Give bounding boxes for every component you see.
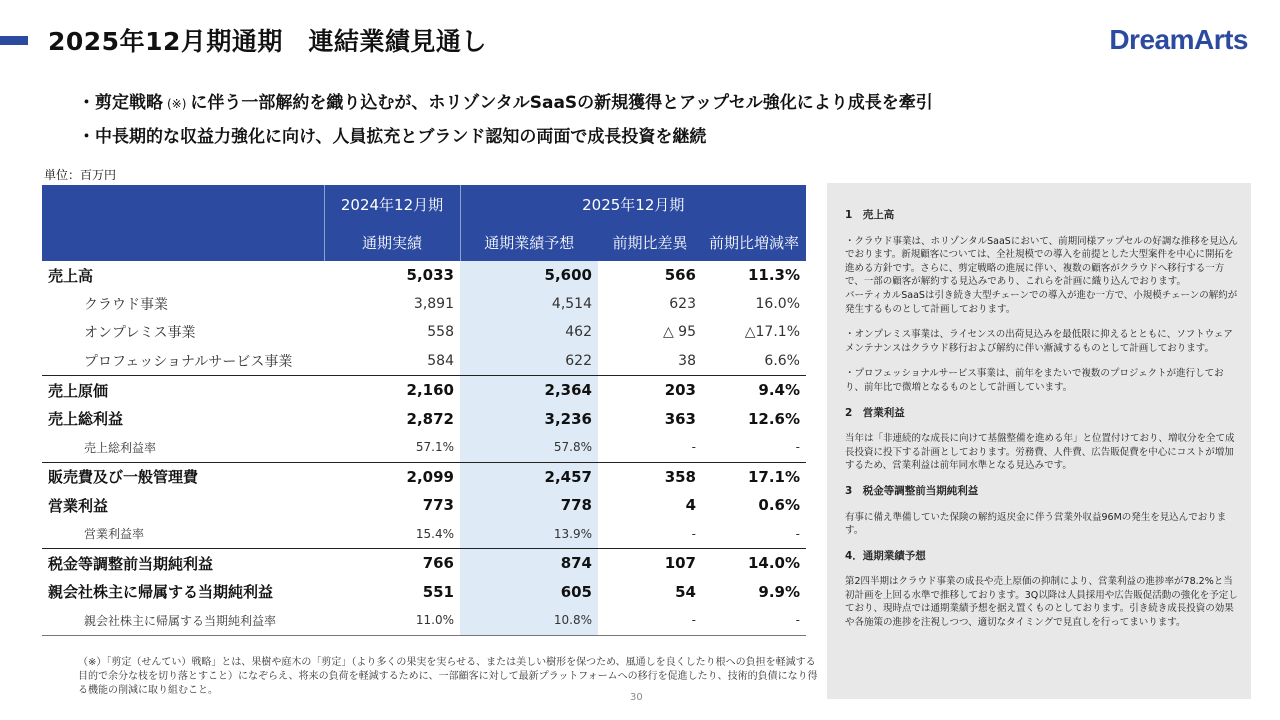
table-row xyxy=(42,261,806,290)
table-row xyxy=(42,405,806,434)
header-fy2024: 2024年12月期 xyxy=(324,185,460,223)
forecast-value: 3,236 xyxy=(460,405,598,434)
actual-value: 11.0% xyxy=(324,606,460,635)
row-label: 親会社株主に帰属する当期純利益 xyxy=(48,583,274,602)
row-label: 売上総利益 xyxy=(48,410,124,429)
table-row xyxy=(42,578,806,607)
forecast-value: 778 xyxy=(460,491,598,520)
diff-value: 623 xyxy=(669,295,696,312)
diff-value: 203 xyxy=(598,376,702,405)
rate-value: 11.3% xyxy=(747,266,800,285)
forecast-value: 5,600 xyxy=(460,261,598,290)
section-paragraph: 有事に備え準備していた保険の解約返戻金に伴う営業外収益96Mの発生を見込んでおります。 xyxy=(845,511,1227,537)
diff-value: - xyxy=(691,440,696,455)
rate-value: 9.4% xyxy=(702,376,806,405)
forecast-value: 462 xyxy=(460,318,598,347)
commentary-panel xyxy=(827,183,1251,699)
table-row xyxy=(42,318,806,347)
actual-value: 15.4% xyxy=(415,526,454,541)
diff-value: △ 95 xyxy=(662,324,696,341)
row-label: オンプレミス事業 xyxy=(84,325,196,342)
row-label: クラウド事業 xyxy=(84,296,168,313)
title-accent-bar xyxy=(0,36,28,45)
table-row xyxy=(42,376,806,405)
rate-value: 6.6% xyxy=(764,352,800,369)
header-actual: 通期実績 xyxy=(324,223,460,261)
table-row xyxy=(42,290,806,319)
row-label: 売上原価 xyxy=(42,376,324,405)
row-label: 税金等調整前当期純利益 xyxy=(42,549,324,578)
section-paragraph: バーティカルSaaSは引き続き大型チェーンでの導入が進む一方で、小規模チェーンの解約が発生するものとして計画しております。 xyxy=(845,289,1238,315)
diff-value: 358 xyxy=(598,462,702,491)
table-row xyxy=(42,433,806,462)
row-label: 販売費及び一般管理費 xyxy=(42,462,324,491)
bullet-text: ・中長期的な収益力強化に向け、人員拡充とブランド認知の両面で成長投資を継続 xyxy=(78,127,707,147)
diff-value: 38 xyxy=(678,352,696,369)
actual-value: 5,033 xyxy=(406,266,454,285)
diff-value: - xyxy=(691,526,696,541)
company-logo: DreamArts xyxy=(1109,24,1248,55)
actual-value: 766 xyxy=(324,549,460,578)
footnote-mark: (※) xyxy=(167,97,187,111)
section-paragraph: 当年は「非連続的な成長に向けて基盤整備を進める年」と位置付けており、増収分を全て成長投資に投下する計画としております。労務費、人件費、広告販促費を中心にコストが増加するため、営業利益は前年同水準となる見込みです。 xyxy=(845,433,1235,472)
actual-value: 2,099 xyxy=(324,462,460,491)
rate-value: 9.9% xyxy=(758,582,800,601)
forecast-value: 57.8% xyxy=(460,433,598,462)
forecast-table xyxy=(42,185,806,636)
row-label: 売上総利益率 xyxy=(84,440,157,455)
diff-value: 4 xyxy=(685,496,696,515)
actual-value: 3,891 xyxy=(413,295,454,312)
forecast-value: 605 xyxy=(460,578,598,607)
table-row xyxy=(42,347,806,376)
rate-value: - xyxy=(795,526,800,541)
actual-value: 584 xyxy=(427,352,454,369)
section-heading: 1 売上高 xyxy=(845,209,895,221)
table-row xyxy=(42,520,806,549)
section-paragraph: ・クラウド事業は、ホリゾンタルSaaSにおいて、前期同様アップセルの好調な推移を見込んでおります。新規顧客については、全社規模での導入を前提とした大型案件を中心に開拓を進める方針です。さらに、剪定戦略の進展に伴い、複数の顧客がクラウドへ移行する一方で、一部の顧客が解約する見込みであり、これらを計画に織り込んでおります。 xyxy=(845,235,1238,288)
forecast-value: 2,457 xyxy=(460,462,598,491)
rate-value: 16.0% xyxy=(755,295,800,312)
table-row xyxy=(42,462,806,491)
forecast-value: 13.9% xyxy=(460,520,598,549)
header-rate: 前期比増減率 xyxy=(702,223,806,261)
rate-value: 14.0% xyxy=(702,549,806,578)
actual-value: 57.1% xyxy=(415,440,454,455)
unit-label: 単位：百万円 xyxy=(44,168,117,182)
actual-value: 773 xyxy=(422,496,454,515)
table-row xyxy=(42,549,806,578)
row-label: プロフェッショナルサービス事業 xyxy=(84,353,293,370)
diff-value: - xyxy=(598,606,702,635)
section-heading: 2 営業利益 xyxy=(845,406,905,419)
row-label: 営業利益 xyxy=(48,496,109,515)
diff-value: 566 xyxy=(664,266,696,285)
row-label: 営業利益率 xyxy=(84,527,145,542)
row-label: 親会社株主に帰属する当期純利益率 xyxy=(42,606,324,635)
diff-value: 363 xyxy=(664,409,696,428)
actual-value: 551 xyxy=(422,582,454,601)
diff-value: 54 xyxy=(675,582,696,601)
actual-value: 2,160 xyxy=(324,376,460,405)
forecast-value: 2,364 xyxy=(460,376,598,405)
rate-value: 0.6% xyxy=(758,496,800,515)
summary-bullets xyxy=(78,88,933,156)
row-label: 売上高 xyxy=(48,266,94,285)
summary-bullet xyxy=(78,122,933,156)
bullet-text: ・剪定戦略 xyxy=(78,93,163,113)
actual-value: 558 xyxy=(427,324,454,341)
section-paragraph: ・オンプレミス事業は、ライセンスの出荷見込みを最低限に抑えるとともに、ソフトウェアメンテナンスはクラウド移行および解約に伴い漸減するものとして計画しております。 xyxy=(845,329,1233,354)
section-paragraph: ・プロフェッショナルサービス事業は、前年をまたいで複数のプロジェクトが進行しており、前年比で微増となるものとして計画しています。 xyxy=(845,368,1224,393)
actual-value: 2,872 xyxy=(406,409,454,428)
header-diff: 前期比差異 xyxy=(598,223,702,261)
table-row xyxy=(42,606,806,635)
forecast-value: 10.8% xyxy=(460,606,598,635)
header-forecast: 通期業績予想 xyxy=(460,223,598,261)
rate-value: 17.1% xyxy=(702,462,806,491)
rate-value: △17.1% xyxy=(744,324,800,341)
forecast-value: 874 xyxy=(460,549,598,578)
summary-bullet xyxy=(78,88,933,122)
table-row xyxy=(42,491,806,520)
rate-value: - xyxy=(702,606,806,635)
section-paragraph: 第2四半期はクラウド事業の成長や売上原価の抑制により、営業利益の進捗率が78.2%と当初計画を上回る水準で推移しております。3Q以降は人員採用や広告販促活動の強化を予定しており、現時点では通期業績予想を据え置くものとしております。引き続き成長投資の効果や各施策の進捗を注視しつつ、適切なタイミングで見直しを行ってまいります。 xyxy=(845,576,1238,629)
page-number: 30 xyxy=(630,692,643,703)
header-blank xyxy=(42,185,324,261)
diff-value: 107 xyxy=(598,549,702,578)
page-title: 2025年12月期通期 連結業績見通し xyxy=(48,27,487,56)
section-heading: 3 税金等調整前当期純利益 xyxy=(845,484,979,497)
bullet-text: に伴う一部解約を織り込むが、ホリゾンタルSaaSの新規獲得とアップセル強化により成長を牽引 xyxy=(190,93,933,113)
footnote: （※）「剪定（せんてい）戦略」とは、果樹や庭木の「剪定」（より多くの果実を実らせる、または美しい樹形を保つため、風通しを良くしたり根への負担を軽減する目的で余分な枝を切り落とすこと）になぞらえ、将来の負荷を軽減するために、一部顧客に対して最新プラットフォームへの移行を促進したり、技術的負債になり得る機能の削減に取り組むこと。 xyxy=(78,657,818,696)
rate-value: 12.6% xyxy=(747,409,800,428)
forecast-value: 622 xyxy=(460,347,598,376)
rate-value: - xyxy=(795,440,800,455)
header-fy2025: 2025年12月期 xyxy=(460,185,806,223)
forecast-value: 4,514 xyxy=(460,290,598,319)
section-heading: 4．通期業績予想 xyxy=(845,549,926,562)
